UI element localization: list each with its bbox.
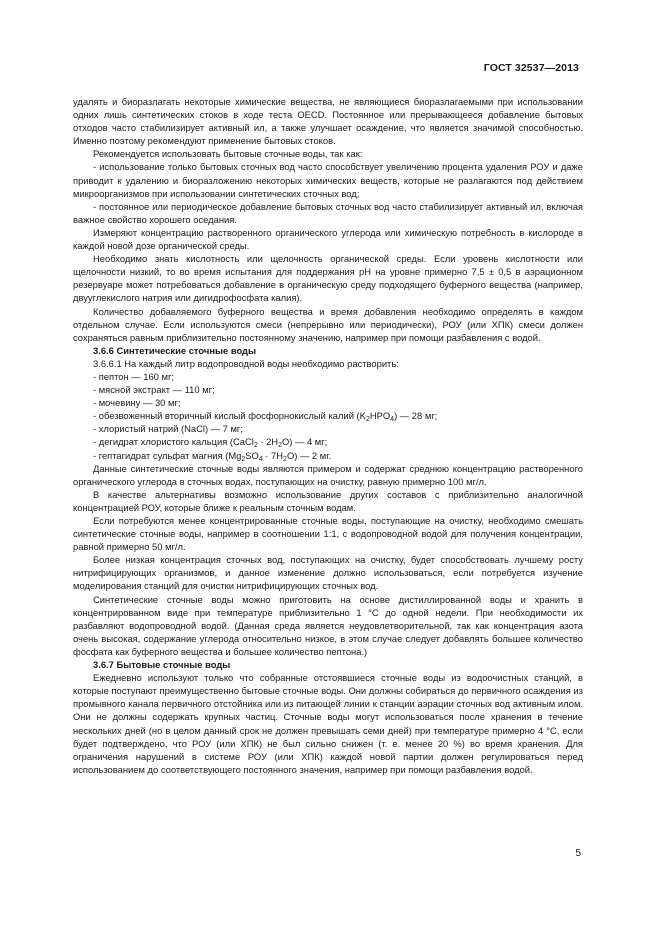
paragraph: Если потребуются менее концентрированные сточные воды, поступающие на очистку, необходимо смешать синтетические сточные воды, например в соотношении 1:1, с водопроводной водой для получения концентрации, равной примерно 50 мг/л. [73,515,583,553]
paragraph: Рекомендуется использовать бытовые сточные воды, так как: [93,148,363,160]
document-body [73,95,583,776]
ingredient-item: - хлористый натрий (NaCl) — 7 мг; [93,423,243,435]
paragraph: Синтетические сточные воды можно приготовить на основе дистиллированной воды и хранить в концентрированном виде при температуре приблизительно 1 °С до одной недели. При необходимости их разбавляют водопроводной водой. (Данная среда является неудовлетворительной, так как концентрация азота очень высокая, содержание углерода относительно низкое, в этом случае следует добавлять большее количество фосфата как буферного вещества и большее количество пептона.) [73,593,583,657]
ingredient-item: - обезвоженный вторичный кислый фосфорнокислый калий $(K_2HPO_4)$ — 28 мг; [93,410,438,424]
paragraph: 3.6.6.1 На каждый литр водопроводной воды необходимо растворить: [93,357,399,369]
paragraph: Более низкая концентрация сточных вод, поступающих на очистку, будет способствовать лучшему росту нитрифицирующих организмов, и данное изменение должно использоваться, если потребуется изучение моделирования станций для очистки нитрифицирующих сточных вод. [73,554,583,592]
paragraph: Необходимо знать кислотность или щелочность органической среды. Если уровень кислотности или щелочности низкий, то во время испытания для поддержания pH на уровне примерно 7,5 ± 0,5 в аэрационном резервуаре может потребоваться добавление в органическую среду подходящего буферного вещества (например, двууглекислого натрия или дигидрофосфата калия). [73,253,583,304]
ingredient-item: - пептон — 160 мг; [93,370,174,382]
paragraph: Данные синтетические сточные воды являются примером и содержат среднюю концентрацию растворенного органического углерода в сточных водах, поступающих на очистку, равную примерно 100 мг/л. [73,462,583,487]
paragraph: Измеряют концентрацию растворенного органического углерода или химическую потребность в кислороде в каждой новой дозе органической среды. [73,226,583,252]
list-item: - использование только бытовых сточных вод часто способствует увеличению процента удаления РОУ и даже приводит к удалению и биоразложению некоторых химических веществ, которые не разлагаются под действием микроорганизмов при использовании синтетических сточных вод; [73,161,583,199]
section-heading: 3.6.7 Бытовые сточные воды [93,659,231,671]
section-heading: 3.6.6 Синтетические сточные воды [93,344,257,356]
ingredient-item: - мясной экстракт — 110 мг; [93,384,215,396]
page-number: 5 [575,848,581,859]
paragraph: Ежедневно используют только что собранные отстоявшиеся сточные воды из водоочистных станций, в которые поступают преимущественно бытовые сточные воды. Они должны собираться до первичного осаждения из промывного канала первичного отстойника или из питающей линии к станции аэрации сточных вод активным илом. Они не должны содержать крупных частиц. Сточные воды могут использоваться после хранения в течение нескольких дней (но в целом данный срок не должен превышать семи дней) при температуре примерно 4 °С, если будет подтверждено, что РОУ (или ХПК) не был сильно снижен (т. е. менее 20 %) во время хранения. Для ограничения нарушений в системе РОУ (или ХПК) каждой новой партии должен регулироваться перед использованием до соответствующего постоянного значения, например при помощи разбавления водой. [73,672,583,775]
paragraph: Количество добавляемого буферного вещества и время добавления необходимо определять в каждом отдельном случае. Если используются смеси (непрерывно или периодически), РОУ (или ХПК) смеси должен сохраняться равным приблизительно постоянному значению, например при помощи разбавления с водой. [73,305,583,343]
ingredient-item: - дегидрат хлористого кальция (CaCl$_2$ · $2H_2O$) — 4 мг; [93,436,328,450]
paragraph: удалять и биоразлагать некоторые химические вещества, не являющиеся биоразлагаемыми при использовании одних лишь синтетических стоков в ходе теста OECD. Постоянное или прерывающееся добавление бытовых отходов часто стабилизирует активный ил, а также улучшает осаждение, что является значимой способностью. Именно поэтому рекомендуют применение бытовых стоков. [73,96,583,147]
standard-header: ГОСТ 32537—2013 [483,62,579,74]
ingredient-item: - мочевину — 30 мг; [93,397,181,409]
list-item: - постоянное или периодическое добавление бытовых сточных вод часто стабилизирует активный ил, включая важное свойство хорошего оседания. [73,200,583,225]
ingredient-item: - гептагидрат сульфат магния $(Mg_2SO_4 \cdot 7H_2O)$ — 2 мг. [93,449,332,463]
paragraph: В качестве альтернативы возможно использование других составов с приблизительно аналогичной концентрацией РОУ, которые ближе к реальным сточным водам. [73,488,583,513]
